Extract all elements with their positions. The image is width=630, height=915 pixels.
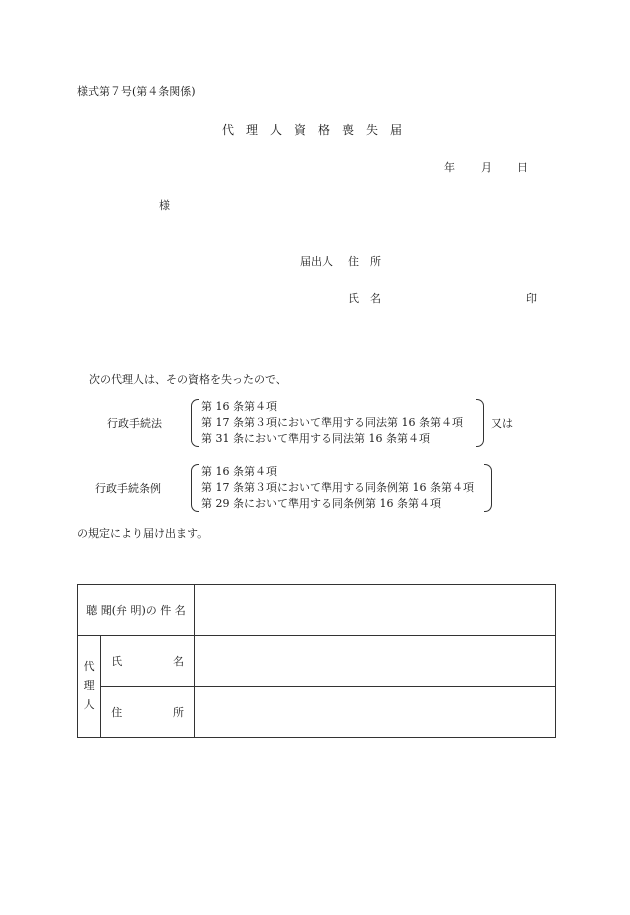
law2-item-3: 第 29 条において準用する同条例第 16 条第４項 [201,497,441,510]
case-label: 聴 聞(弁 明)の 件 名 [78,585,195,636]
name-label: 氏 名 [348,292,381,305]
agent-address-row [78,687,556,738]
law1-suffix: 又は [491,417,513,430]
address-label: 住 所 [348,255,381,268]
intro-text: 次の代理人は、その資格を失ったので、 [89,373,287,386]
agent-address-char-2: 所 [173,706,184,719]
law1-name: 行政手続法 [107,417,162,430]
date-month-label: 月 [481,161,492,174]
law1-left-brace [191,399,199,447]
agent-address-char-1: 住 [111,706,123,719]
law2-item-2: 第 17 条第３項において準用する同条例第 16 条第４項 [201,481,474,494]
agent-label-char-3: 人 [83,697,95,711]
law1-item-2: 第 17 条第３項において準用する同法第 16 条第４項 [201,416,463,429]
case-value[interactable] [195,585,556,636]
agent-name-row [78,636,556,687]
addressee-suffix: 様 [159,199,170,212]
agent-name-char-2: 名 [173,655,184,668]
law2-item-1: 第 16 条第４項 [201,465,277,478]
agent-label-char-2: 理 [83,679,95,693]
law2-name: 行政手続条例 [95,482,161,495]
case-row [78,585,556,636]
agent-label [78,636,101,738]
law2-right-brace [484,464,492,512]
agent-address-label [101,687,195,738]
applicant-label: 届出人 [300,255,333,268]
seal-mark: 印 [526,292,537,305]
agent-label-char-1: 代 [83,660,95,674]
law1-item-3: 第 31 条において準用する同法第 16 条第４項 [201,432,430,445]
closing-text: の規定により届け出ます。 [77,527,209,540]
agent-name-label [101,636,195,687]
date-day-label: 日 [517,161,528,174]
law1-item-1: 第 16 条第４項 [201,400,277,413]
form-number: 様式第７号(第４条関係) [77,85,196,98]
document-title: 代 理 人 資 格 喪 失 届 [222,123,403,137]
agent-name-value[interactable] [195,636,556,687]
law2-left-brace [191,464,199,512]
law1-right-brace [476,399,484,447]
info-table [77,584,556,738]
agent-address-value[interactable] [195,687,556,738]
date-year-label: 年 [444,161,455,174]
agent-name-char-1: 氏 [111,655,123,668]
